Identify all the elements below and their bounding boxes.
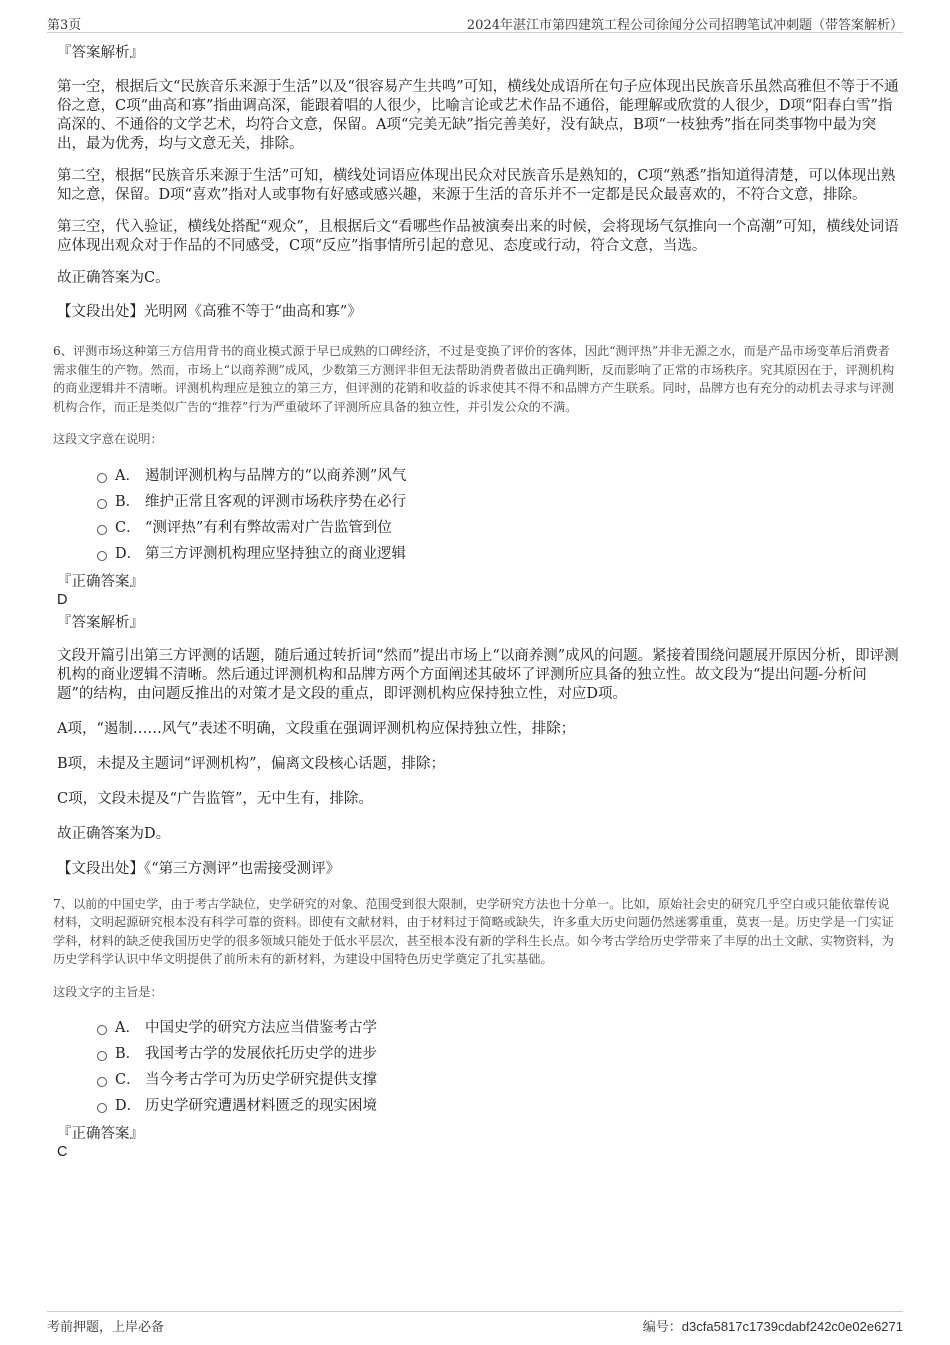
q5-source: 【文段出处】光明网《高雅不等于“曲高和寡”》: [57, 304, 362, 320]
option-letter: B．: [115, 493, 141, 510]
page-footer: [47, 1311, 903, 1336]
q7-prompt: 这段文字的主旨是：: [53, 984, 163, 999]
option-letter: D．: [115, 1098, 142, 1114]
radio-icon[interactable]: [97, 1077, 107, 1087]
page-header: [47, 12, 903, 33]
q6-option-b[interactable]: [57, 489, 899, 515]
radio-icon[interactable]: [97, 525, 107, 535]
q7-option-c[interactable]: [57, 1067, 899, 1093]
code-label: 编号：: [642, 1320, 682, 1335]
radio-icon[interactable]: [97, 551, 107, 561]
q7-option-b[interactable]: [57, 1041, 899, 1067]
q6-question-text: 6、评测市场这种第三方信用背书的商业模式源于早已成熟的口碑经济，不过是变换了评价的客体，因此“测评热”并非无源之水，而是产品市场变革后消费者需求催生的产物。然而，市场上“以商养测”成风，少数第三方测评非但无法帮助消费者做出正确判断，反而影响了正常的市场秩序。究其原因在于，评测机构的商业逻辑并不清晰。评测机构理应是独立的第三方，但评测的花销和收益的诉求使其不得不和品牌方产生联系。同时，品牌方也有充分的动机去寻求与评测机构合作，而正是类似广告的“推荐”行为严重破坏了评测所应具备的独立性，并引发公众的不满。: [53, 344, 895, 414]
q5-analysis-heading: 『答案解析』: [57, 45, 144, 61]
q6-option-d[interactable]: [57, 541, 899, 567]
main-content: [53, 44, 899, 1166]
q7-option-d[interactable]: [57, 1093, 899, 1119]
q6-option-c[interactable]: [57, 515, 899, 541]
q6-analysis-paragraph: C项，文段未提及“广告监管”，无中生有，排除。: [57, 790, 373, 807]
q6-analysis-paragraph: B项，未提及主题词“评测机构”，偏离文段核心话题，排除；: [57, 755, 445, 772]
q7-question-text: 7、以前的中国史学，由于考古学缺位，史学研究的对象、范围受到很大限制，史学研究方法也十分单一。比如，原始社会史的研究几乎空白或只能依靠传说材料，文明起源研究根本没有科学可靠的资料。即使有文献材料，由于材料过于简略或缺失，许多重大历史问题仍然迷雾重重，莫衷一是。历史学是一门实证学科，材料的缺乏使我国历史学的很多领域只能处于低水平层次，甚至根本没有新的学科生长点。如今考古学给历史学带来了丰厚的出土文献、实物资料，为历史学科学认识中华文明提供了前所未有的新材料，为建设中国特色历史学奠定了扎实基础。: [53, 896, 894, 966]
option-text: 当今考古学可为历史学研究提供支撑: [145, 1072, 377, 1088]
option-letter: A．: [115, 467, 140, 484]
option-text: “测评热”有利有弊故需对广告监管到位: [145, 519, 392, 536]
q6-source: 【文段出处】《“第三方测评”也需接受测评》: [57, 860, 341, 877]
option-text: 中国史学的研究方法应当借鉴考古学: [145, 1020, 377, 1036]
q7-options: [57, 1015, 899, 1119]
q6-answer: D: [57, 591, 68, 608]
footer-motto: 考前押题，上岸必备: [47, 1320, 165, 1335]
q7-answer: C: [57, 1144, 68, 1160]
q7-option-a[interactable]: [57, 1015, 899, 1041]
radio-icon[interactable]: [97, 1103, 107, 1113]
option-text: 维护正常且客观的评测市场秩序势在必行: [145, 493, 406, 510]
q5-analysis-paragraph: 第二空，根据“民族音乐来源于生活”可知，横线处词语应体现出民众对民族音乐是熟知的，C项“熟悉”指知道得清楚，可以体现出熟知之意，保留。D项“喜欢”指对人或事物有好感或感兴趣，来源于生活的音乐并不一定都是民众最喜欢的，不符合文意，排除。: [57, 168, 896, 203]
option-letter: C．: [115, 1072, 141, 1088]
page-number: 第3页: [47, 18, 82, 33]
option-letter: B．: [115, 1046, 141, 1062]
q5-analysis-paragraph: 第三空，代入验证，横线处搭配“观众”，且根据后文“看哪些作品被演奏出来的时候，会将现场气氛推向一个高潮”可知，横线处词语应体现出观众对于作品的不同感受，C项“反应”指事情所引起的意见、态度或行动，符合文意，当选。: [57, 219, 899, 254]
q6-conclusion: 故正确答案为D。: [57, 825, 171, 842]
q5-conclusion: 故正确答案为C。: [57, 270, 170, 286]
q6-prompt: 这段文字意在说明：: [53, 432, 163, 446]
q6-analysis-paragraph: 文段开篇引出第三方评测的话题，随后通过转折词“然而”提出市场上“以商养测”成风的问题。紧接着围绕问题展开原因分析，即评测机构的商业逻辑不清晰。然后通过评测机构和品牌方两个方面阐述其破坏了评测所应具备的独立性。故文段为“提出问题-分析问题”的结构，由问题反推出的对策才是文段的重点，即评测机构应保持独立性，对应D项。: [57, 647, 899, 702]
option-letter: D．: [115, 545, 142, 562]
radio-icon[interactable]: [97, 1051, 107, 1061]
option-text: 我国考古学的发展依托历史学的进步: [145, 1046, 377, 1062]
option-letter: A．: [115, 1020, 140, 1036]
q6-options: [57, 463, 899, 567]
document-title: 2024年湛江市第四建筑工程公司徐闻分公司招聘笔试冲刺题（带答案解析）: [466, 18, 903, 33]
radio-icon[interactable]: [97, 473, 107, 483]
q6-analysis-heading: 『答案解析』: [57, 614, 144, 631]
radio-icon[interactable]: [97, 1025, 107, 1035]
option-text: 历史学研究遭遇材料匮乏的现实困境: [145, 1098, 377, 1114]
option-letter: C．: [115, 519, 141, 536]
radio-icon[interactable]: [97, 499, 107, 509]
q5-analysis-paragraph: 第一空，根据后文“民族音乐来源于生活”以及“很容易产生共鸣”可知，横线处成语所在句子应体现出民族音乐虽然高雅但不等于不通俗之意，C项“曲高和寡”指曲调高深，能跟着唱的人很少，比喻言论或艺术作品不通俗，能理解或欣赏的人很少，D项“阳春白雪”指高深的、不通俗的文学艺术，均符合文意，保留。A项“完美无缺”指完善美好，没有缺点，B项“一枝独秀”指在同类事物中最为突出，最为优秀，均与文意无关，排除。: [57, 79, 899, 152]
q6-answer-heading: 『正确答案』: [57, 573, 144, 590]
option-text: 遏制评测机构与品牌方的“以商养测”风气: [145, 467, 407, 484]
option-text: 第三方评测机构理应坚持独立的商业逻辑: [145, 545, 406, 562]
q7-answer-heading: 『正确答案』: [57, 1126, 144, 1142]
document-code: [643, 1316, 903, 1335]
q6-option-a[interactable]: [57, 463, 899, 489]
code-value: d3cfa5817c1739cdabf242c0e02e6271: [681, 1319, 903, 1334]
q6-analysis-paragraph: A项，“遏制……风气”表述不明确，文段重在强调评测机构应保持独立性，排除；: [57, 720, 576, 737]
